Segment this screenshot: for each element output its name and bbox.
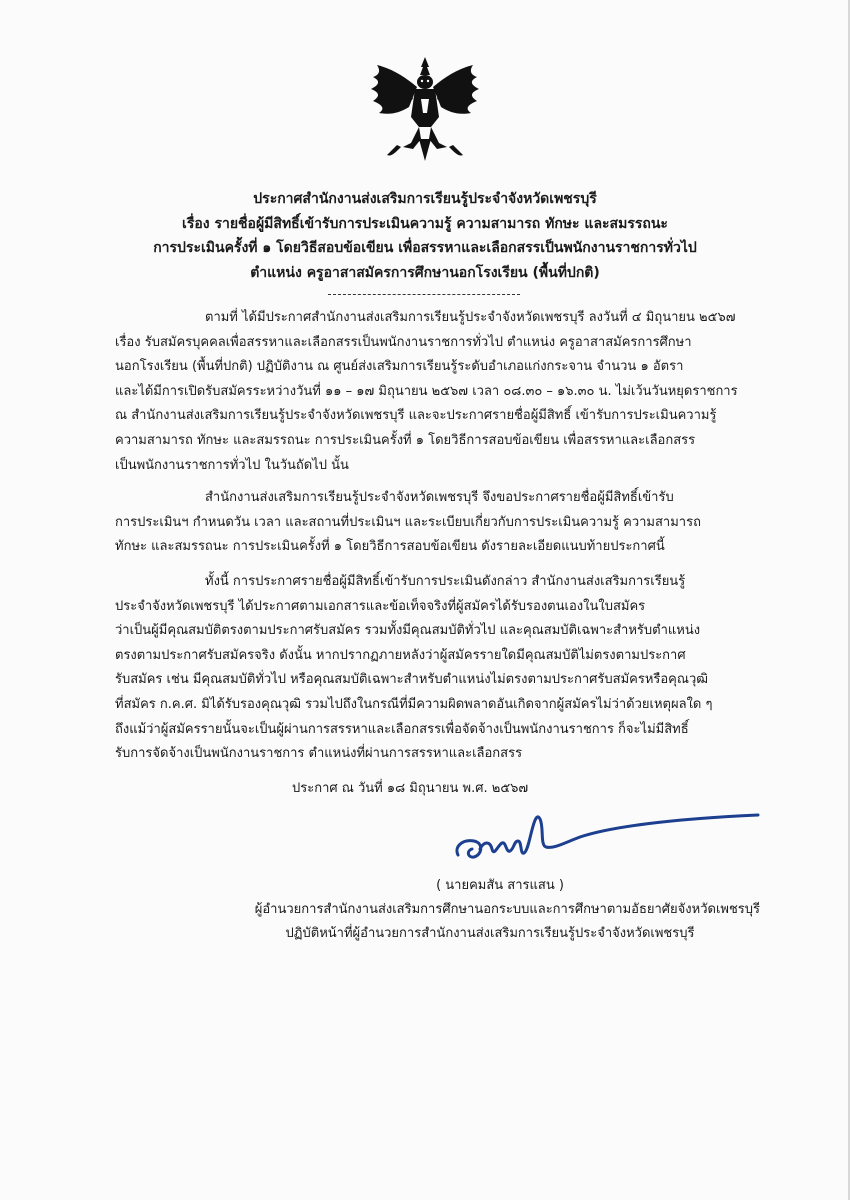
signer-block xyxy=(110,874,760,946)
paragraph-line: การประเมินฯ กำหนดวัน เวลา และสถานที่ประเมินฯ และระเบียบเกี่ยวกับการประเมินความรู้ ความสามารถ xyxy=(115,514,701,530)
title-line-1: ประกาศสำนักงานส่งเสริมการเรียนรู้ประจำจังหวัดเพชรบุรี xyxy=(253,191,597,207)
paragraph-3 xyxy=(115,570,740,767)
paragraph-line: ทั้งนี้ การประกาศรายชื่อผู้มีสิทธิ์เข้ารับการประเมินดังกล่าว สำนักงานส่งเสริมการเรียนรู้ xyxy=(205,574,686,589)
paragraph-line: ที่สมัคร ก.ค.ศ. มิได้รับรองคุณวุฒิ รวมไปถึงในกรณีที่มีความผิดพลาดอันเกิดจากผู้สมัครไม่ว่าด้วยเหตุผลใด ๆ xyxy=(115,696,713,712)
paragraph-1 xyxy=(115,306,740,478)
announcement-title xyxy=(60,187,790,285)
paragraph-line: ตามที่ ได้มีประกาศสำนักงานส่งเสริมการเรียนรู้ประจำจังหวัดเพชรบุรี ลงวันที่ ๔ มิถุนายน ๒๕๖๗ xyxy=(205,310,736,325)
announcement-date: ประกาศ ณ วันที่ ๑๘ มิถุนายน พ.ศ. ๒๕๖๗ xyxy=(292,781,529,796)
paragraph-line: รับสมัคร เช่น มีคุณสมบัติทั่วไป หรือคุณสมบัติเฉพาะสำหรับตำแหน่งไม่ตรงตามประกาศรับสมัครหรือคุณวุฒิ xyxy=(115,672,708,688)
title-divider xyxy=(328,294,520,295)
paragraph-line: ประจำจังหวัดเพชรบุรี ได้ประกาศตามเอกสารและข้อเท็จจริงที่ผู้สมัครได้รับรองตนเองในใบสมัคร xyxy=(115,598,646,614)
signer-name: ( นายคมสัน สารแสน ) xyxy=(436,878,564,893)
paragraph-line: ณ สำนักงานส่งเสริมการเรียนรู้ประจำจังหวัดเพชรบุรี และจะประกาศรายชื่อผู้มีสิทธิ์ เข้ารับการประเมินความรู้ xyxy=(115,408,717,424)
signer-position-2: ปฏิบัติหน้าที่ผู้อำนวยการสำนักงานส่งเสริมการเรียนรู้ประจำจังหวัดเพชรบุรี xyxy=(285,926,695,941)
paragraph-line: เป็นพนักงานราชการทั่วไป ในวันถัดไป นั้น xyxy=(115,457,349,473)
title-line-3: การประเมินครั้งที่ ๑ โดยวิธีสอบข้อเขียน เพื่อสรรหาและเลือกสรรเป็นพนักงานราชการทั่วไป xyxy=(153,240,697,256)
paragraph-line: ตรงตามประกาศรับสมัครจริง ดังนั้น หากปรากฏภายหลังว่าผู้สมัครรายใดมีคุณสมบัติไม่ตรงตามประกาศ xyxy=(115,647,686,663)
paragraph-line: และได้มีการเปิดรับสมัครระหว่างวันที่ ๑๑ – ๑๗ มิถุนายน ๒๕๖๗ เวลา ๐๘.๓๐ – ๑๖.๓๐ น. ไม่เว้นวันหยุดราชการ xyxy=(115,383,738,399)
garuda-emblem-icon xyxy=(365,55,485,165)
paragraph-line: นอกโรงเรียน (พื้นที่ปกติ) ปฏิบัติงาน ณ ศูนย์ส่งเสริมการเรียนรู้ระดับอำเภอแก่งกระจาน จำนวน ๑ อัตรา xyxy=(115,359,684,375)
paragraph-line: รับการจัดจ้างเป็นพนักงานราชการ ตำแหน่งที่ผ่านการสรรหาและเลือกสรร xyxy=(115,746,523,762)
paragraph-2 xyxy=(115,486,740,560)
paragraph-line: ว่าเป็นผู้มีคุณสมบัติตรงตามประกาศรับสมัคร รวมทั้งมีคุณสมบัติทั่วไป และคุณสมบัติเฉพาะสำหรับตำแหน่ง xyxy=(115,623,701,639)
signature-icon xyxy=(440,805,760,880)
paragraph-line: ทักษะ และสมรรถนะ การประเมินครั้งที่ ๑ โดยวิธีการสอบข้อเขียน ดังรายละเอียดแนบท้ายประกาศนี้ xyxy=(115,539,665,555)
paragraph-line: ถึงแม้ว่าผู้สมัครรายนั้นจะเป็นผู้ผ่านการสรรหาและเลือกสรรเพื่อจัดจ้างเป็นพนักงานราชการ ก็จะไม่มีสิทธิ์ xyxy=(115,721,689,737)
paragraph-line: เรื่อง รับสมัครบุคคลเพื่อสรรหาและเลือกสรรเป็นพนักงานราชการทั่วไป ตำแหน่ง ครูอาสาสมัครการศึกษา xyxy=(115,334,692,350)
signer-position-1: ผู้อำนวยการสำนักงานส่งเสริมการศึกษานอกระบบและการศึกษาตามอัธยาศัยจังหวัดเพชรบุรี xyxy=(254,902,760,917)
paragraph-line: ความสามารถ ทักษะ และสมรรถนะ การประเมินครั้งที่ ๑ โดยวิธีการสอบข้อเขียน เพื่อสรรหาและเลือกสรร xyxy=(115,432,696,448)
paragraph-line: สำนักงานส่งเสริมการเรียนรู้ประจำจังหวัดเพชรบุรี จึงขอประกาศรายชื่อผู้มีสิทธิ์เข้ารับ xyxy=(205,490,674,505)
title-line-4: ตำแหน่ง ครูอาสาสมัครการศึกษานอกโรงเรียน (พื้นที่ปกติ) xyxy=(250,264,600,281)
title-line-2: เรื่อง รายชื่อผู้มีสิทธิ์เข้ารับการประเมินความรู้ ความสามารถ ทักษะ และสมรรถนะ xyxy=(182,215,668,232)
